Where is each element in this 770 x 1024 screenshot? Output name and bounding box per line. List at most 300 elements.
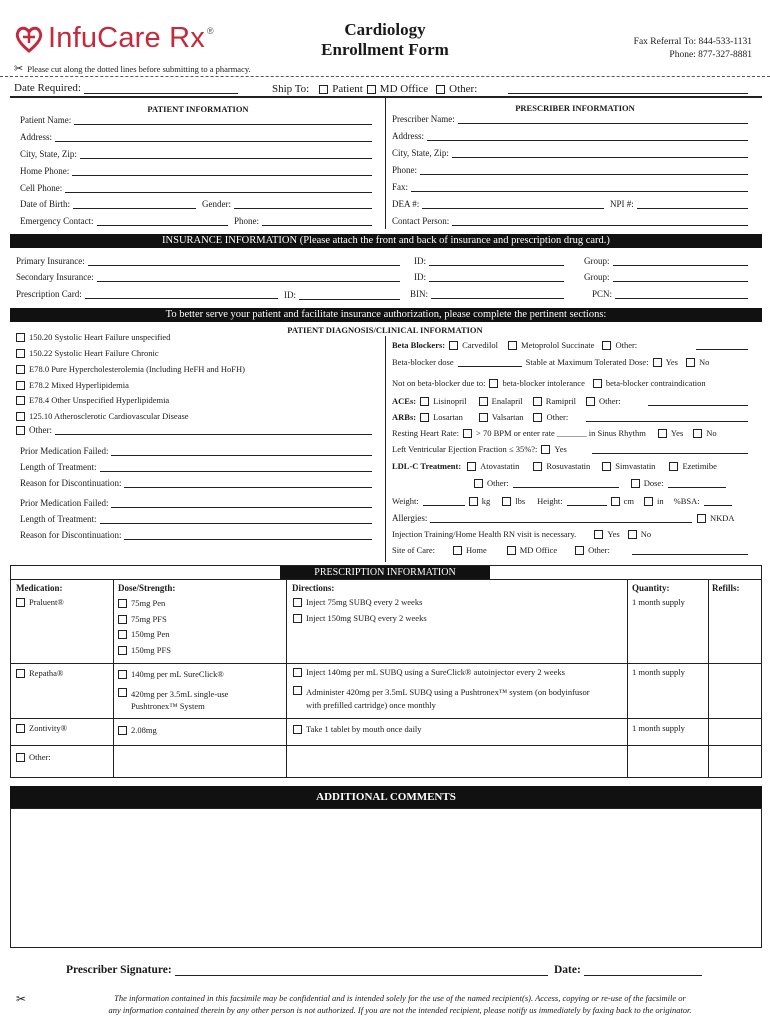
zontivity-quantity: 1 month supply [632,723,685,733]
emergency-field[interactable] [20,216,228,226]
in-checkbox[interactable] [644,497,653,506]
prescriber-fax-label: Fax: [392,182,409,192]
rosuvastatin-checkbox[interactable] [533,462,542,471]
cut-note [14,62,251,75]
npi-line[interactable] [637,199,748,209]
r-dir-1[interactable] [293,667,565,677]
bb-other-line[interactable] [696,349,748,350]
bb-other-checkbox[interactable] [602,341,611,350]
p-dose-3-label: 150mg Pen [131,629,170,639]
site-home-label: Home [465,545,487,555]
dx-label-2: 150.22 Systolic Heart Failure Chronic [29,348,159,358]
reason-line-2[interactable] [124,530,372,540]
secondary-insurance-label: Secondary Insurance: [16,272,94,282]
home-phone-line[interactable] [72,166,372,176]
rx-col-divider-3 [627,579,628,778]
lvef-yes-label: Yes [554,444,567,454]
simvastatin-label: Simvastatin [615,461,656,471]
ship-other-line[interactable] [508,93,748,94]
form-title [300,20,470,60]
bin-field[interactable] [410,289,564,299]
p-dose-2-label: 75mg PFS [131,614,167,624]
date-required-line[interactable] [84,84,238,94]
rx-header-quantity: Quantity: [632,583,670,593]
dx-checkbox-3[interactable] [16,365,25,374]
lbs-checkbox[interactable] [502,497,511,506]
reason-label-1: Reason for Discontinuation: [20,478,122,488]
beta-blockers-label: Beta Blockers: [392,340,446,350]
length-field-1[interactable] [20,462,372,472]
reason-line-1[interactable] [124,478,372,488]
repatha-row[interactable] [16,668,63,678]
prescriber-phone-label: Phone: [392,165,418,175]
hr-yes-checkbox[interactable] [658,429,667,438]
rx-row-divider-1 [10,663,762,664]
resting-hr-label: Resting Heart Rate: [392,428,460,438]
prescriber-city-field[interactable] [392,148,748,158]
repatha-quantity: 1 month supply [632,667,685,677]
cell-phone-field[interactable] [20,183,372,193]
p-dir-2-checkbox[interactable] [293,614,302,623]
bb-dose-label: Beta-blocker dose [392,357,454,367]
valsartan-label: Valsartan [491,412,524,422]
r-dose-2[interactable] [118,688,228,712]
patient-name-field[interactable] [20,115,372,125]
ship-to-label: Ship To: [272,83,310,95]
signature-date-label: Date: [554,964,581,976]
prescriber-name-field[interactable] [392,114,748,124]
allergies-line[interactable] [430,513,692,523]
signature-label: Prescriber Signature: [66,964,172,976]
z-dir-checkbox[interactable] [293,725,302,734]
p-dose-2[interactable] [118,614,167,624]
ldl-other-checkbox[interactable] [474,479,483,488]
ldl-dose-label: Dose: [643,478,664,488]
r-dir-2-line-2: with prefilled cartridge) once monthly [306,700,436,710]
zontivity-label: Zontivity® [29,723,68,733]
dx-code-3[interactable] [16,364,245,374]
arb-other-checkbox[interactable] [533,413,542,422]
lvef-row [392,444,567,454]
ship-to-group [272,83,477,95]
zontivity-checkbox[interactable] [16,724,25,733]
date-required-field[interactable] [14,82,238,94]
lvef-yes-checkbox[interactable] [541,445,550,454]
p-dose-3-checkbox[interactable] [118,630,127,639]
r-dose-2-line-1: 420mg per 3.5mL single-use [131,689,229,699]
site-label: Site of Care: [392,545,435,555]
prescriber-phone-line[interactable] [420,165,748,175]
dx-checkbox-4[interactable] [16,381,25,390]
praluent-label: Praluent® [29,597,64,607]
site-row [392,545,610,555]
p-dir-1[interactable] [293,597,422,607]
brand-logo [14,22,214,55]
ldl-other-label: Other: [487,478,509,488]
diagnosis-heading: PATIENT DIAGNOSIS/CLINICAL INFORMATION [287,325,483,335]
home-phone-field[interactable] [20,166,372,176]
insurance-bar: INSURANCE INFORMATION (Please attach the front and back of insurance and prescription drug card.) [10,234,762,248]
patient-address-line[interactable] [55,132,372,142]
rx-id-field[interactable] [284,290,400,300]
r-dir-2-label [306,686,590,712]
prescriber-fax-line[interactable] [411,182,748,192]
patient-address-label: Address: [20,132,52,142]
dx-code-6[interactable] [16,411,189,421]
rx-other-row[interactable] [16,752,51,762]
losartan-label: Losartan [433,412,463,422]
length-label-2: Length of Treatment: [20,514,97,524]
p-dose-1-checkbox[interactable] [118,599,127,608]
pcn-label: PCN: [592,289,613,299]
bin-label: BIN: [410,289,428,299]
patient-address-field[interactable] [20,132,372,142]
rx-row-divider-2 [10,718,762,719]
home-phone-label: Home Phone: [20,166,70,176]
p-dir-1-checkbox[interactable] [293,598,302,607]
site-md-checkbox[interactable] [507,546,516,555]
z-dose-label: 2.08mg [131,725,157,735]
dx-checkbox-5[interactable] [16,396,25,405]
emergency-phone-label: Phone: [234,216,260,226]
footer-line-2: any information contained therein by any other person is not authorized. If you are not the intended recipient, please notify us immediately by faxing back to the originator. [108,1005,692,1015]
ship-md-checkbox[interactable] [367,85,376,94]
ramipril-label: Ramipril [545,396,577,406]
signature-date-field[interactable] [554,964,702,976]
stable-yes-checkbox[interactable] [653,358,662,367]
dx-code-2[interactable] [16,348,159,358]
metoprolol-checkbox[interactable] [508,341,517,350]
r-dir-2-line-1: Administer 420mg per 3.5mL SUBQ using a Pushtronex™ system (on bodyinfusor [306,687,590,697]
scissors-icon: ✂ [16,992,27,1006]
emergency-phone-line[interactable] [262,216,372,226]
injection-no-checkbox[interactable] [628,530,637,539]
in-label: in [657,496,664,506]
dx-label-3: E78.0 Pure Hypercholesterolemia (Including HeFH and HoFH) [29,364,245,374]
prior-med-line-2[interactable] [111,498,372,508]
rx-id-line[interactable] [299,290,400,300]
lvef-label: Left Ventricular Ejection Fraction ≤ 35%?: [392,444,538,454]
signature-date-line[interactable] [584,964,702,976]
kg-checkbox[interactable] [469,497,478,506]
prescriber-address-line[interactable] [427,131,748,141]
rx-card-field[interactable] [16,289,278,299]
cut-line [0,76,770,77]
contact-person-line[interactable] [452,216,748,226]
footer-line-1: The information contained in this facsimile may be confidential and is intended solely for the use of the named recipient(s). Access, copying or re-use of the facsimile or [114,993,686,1003]
cell-phone-line[interactable] [65,183,372,193]
stable-yes-label: Yes [665,357,678,367]
p-dose-1-label: 75mg Pen [131,598,166,608]
p-dose-4[interactable] [118,645,171,655]
brand-name: InfuCare Rx [48,22,205,54]
simvastatin-checkbox[interactable] [602,462,611,471]
ramipril-checkbox[interactable] [533,397,542,406]
dx-label-other: Other: [29,425,52,435]
ship-patient-checkbox[interactable] [319,85,328,94]
signature-line[interactable] [175,964,548,976]
gender-field[interactable] [202,199,372,209]
patient-city-line[interactable] [80,149,372,159]
dx-code-4[interactable] [16,380,129,390]
length-line-2[interactable] [100,514,373,524]
r-dir-2-checkbox[interactable] [293,686,302,695]
p-dir-2[interactable] [293,613,427,623]
r-dose-1-label: 140mg per mL SureClick® [131,669,224,679]
prescriber-city-line[interactable] [452,148,748,158]
dob-label: Date of Birth: [20,199,70,209]
site-other-line[interactable] [632,554,748,555]
emergency-label: Emergency Contact: [20,216,94,226]
height-label: Height: [537,496,563,506]
repatha-label: Repatha® [29,668,64,678]
nkda-checkbox[interactable] [697,514,706,523]
comments-box[interactable] [10,808,762,948]
site-md-label: MD Office [519,545,558,555]
dx-other-line[interactable] [55,425,372,435]
primary-id-field[interactable] [414,256,564,266]
nkda-row [697,513,735,523]
aces-row [392,396,621,406]
praluent-quantity: 1 month supply [632,597,685,607]
r-dir-1-checkbox[interactable] [293,668,302,677]
metoprolol-label: Metoprolol Succinate [521,340,595,350]
p-dose-2-checkbox[interactable] [118,615,127,624]
r-dose-1-checkbox[interactable] [118,670,127,679]
ldl-dose-checkbox[interactable] [631,479,640,488]
bb-intolerance-checkbox[interactable] [489,379,498,388]
valsartan-checkbox[interactable] [479,413,488,422]
zontivity-row[interactable] [16,723,67,733]
reason-field-2[interactable] [20,530,372,540]
height-line[interactable] [567,496,607,506]
reason-label-2: Reason for Discontinuation: [20,530,122,540]
length-line-1[interactable] [100,462,373,472]
hr-option-label: > 70 BPM or enter rate _______ in Sinus Rhythm [476,428,646,438]
lisinopril-checkbox[interactable] [420,397,429,406]
patient-city-field[interactable] [20,149,372,159]
injection-no-label: No [640,529,652,539]
praluent-checkbox[interactable] [16,598,25,607]
primary-id-line[interactable] [429,256,564,266]
ship-other-checkbox[interactable] [436,85,445,94]
secondary-id-field[interactable] [414,272,564,282]
r-dose-2-line-2: Pushtronex™ System [131,701,205,711]
primary-group-field[interactable] [584,256,748,266]
prior-med-field-1[interactable] [20,446,372,456]
allergies-field[interactable] [392,513,692,523]
prescriber-name-line[interactable] [458,114,748,124]
dx-other-field[interactable] [16,425,372,435]
patient-info-heading: PATIENT INFORMATION [147,104,249,114]
prior-med-label-1: Prior Medication Failed: [20,446,109,456]
ace-other-line[interactable] [648,405,748,406]
dx-code-5[interactable] [16,395,169,405]
signature-field[interactable] [66,964,548,976]
comments-bar: ADDITIONAL COMMENTS [10,786,762,808]
length-field-2[interactable] [20,514,372,524]
prior-med-label-2: Prior Medication Failed: [20,498,109,508]
repatha-checkbox[interactable] [16,669,25,678]
stable-no-checkbox[interactable] [686,358,695,367]
weight-label: Weight: [392,496,419,506]
divider-vertical-2 [385,336,386,562]
hr-checkbox[interactable] [463,429,472,438]
patient-name-line[interactable] [74,115,372,125]
cell-phone-label: Cell Phone: [20,183,63,193]
hr-yes-label: Yes [670,428,684,438]
rx-id-label: ID: [284,290,296,300]
dx-code-1[interactable] [16,332,170,342]
arb-other-line[interactable] [586,421,748,422]
secondary-insurance-field[interactable] [16,272,400,282]
arb-other-label: Other: [546,412,569,422]
bb-dose-line[interactable] [458,357,522,367]
ldl-row [392,461,717,471]
fax-referral: Fax Referral To: 844-533-1131 [633,37,752,47]
dx-checkbox-1[interactable] [16,333,25,342]
prescriber-city-label: City, State, Zip: [392,148,449,158]
p-dir-1-label: Inject 75mg SUBQ every 2 weeks [306,597,423,607]
praluent-row[interactable] [16,597,64,607]
rx-card-label: Prescription Card: [16,289,82,299]
prescriber-address-label: Address: [392,131,424,141]
prior-med-field-2[interactable] [20,498,372,508]
site-other-checkbox[interactable] [575,546,584,555]
dx-label-4: E78.2 Mixed Hyperlipidemia [29,380,129,390]
injection-yes-checkbox[interactable] [594,530,603,539]
z-dose[interactable] [118,725,157,735]
prior-med-line-1[interactable] [111,446,372,456]
cm-checkbox[interactable] [611,497,620,506]
rx-row-divider-3 [10,745,762,746]
bb-contra-checkbox[interactable] [593,379,602,388]
pcn-line[interactable] [615,289,748,299]
dx-label-6: 125.10 Atherosclerotic Cardiovascular Disease [29,411,189,421]
emergency-line[interactable] [97,216,228,226]
bsa-label: %BSA: [673,496,700,506]
prescription-bar: PRESCRIPTION INFORMATION [280,566,490,579]
lbs-label: lbs [515,496,526,506]
z-dose-checkbox[interactable] [118,726,127,735]
dx-label-5: E78.4 Other Unspecified Hyperlipidemia [29,395,170,405]
enalapril-label: Enalapril [491,396,523,406]
kg-label: kg [481,496,491,506]
ezetimibe-checkbox[interactable] [669,462,678,471]
secondary-group-line[interactable] [613,272,749,282]
beta-blockers-row [392,340,637,350]
fax-info [634,36,752,62]
carvedilol-checkbox[interactable] [449,341,458,350]
weight-row [392,496,732,506]
secondary-insurance-line[interactable] [97,272,400,282]
ship-other-label: Other: [449,83,478,95]
p-dose-1[interactable] [118,598,165,608]
ldl-other-line[interactable] [513,478,619,488]
rx-card-line[interactable] [85,289,278,299]
authorization-bar: To better serve your patient and facilitate insurance authorization, please complete the pertinent sections: [10,308,762,322]
site-home-checkbox[interactable] [453,546,462,555]
gender-line[interactable] [234,199,372,209]
prescriber-address-field[interactable] [392,131,748,141]
ship-md-label: MD Office [379,83,429,95]
hr-no-checkbox[interactable] [693,429,702,438]
prescriber-info-heading: PRESCRIBER INFORMATION [515,103,635,113]
dx-checkbox-2[interactable] [16,349,25,358]
secondary-id-line[interactable] [429,272,564,282]
prescriber-fax-field[interactable] [392,182,748,192]
arbs-row [392,412,568,422]
atorvastatin-label: Atovastatin [480,461,520,471]
z-dir[interactable] [293,724,422,734]
bsa-line[interactable] [704,496,732,506]
dx-checkbox-6[interactable] [16,412,25,421]
cm-label: cm [623,496,635,506]
bin-line[interactable] [431,289,564,299]
bb-other-label: Other: [615,340,638,350]
title-line-2: Enrollment Form [321,40,449,59]
r-dose-2-checkbox[interactable] [118,688,127,697]
emergency-phone-field[interactable] [234,216,372,226]
dob-line[interactable] [73,199,196,209]
dx-checkbox-other[interactable] [16,426,25,435]
dob-field[interactable] [20,199,196,209]
losartan-checkbox[interactable] [420,413,429,422]
primary-group-line[interactable] [613,256,749,266]
injection-yes-label: Yes [607,529,620,539]
ship-patient-label: Patient [332,83,363,95]
dea-field[interactable] [392,199,604,209]
r-dose-1[interactable] [118,669,224,679]
resting-hr-row [392,428,717,438]
primary-insurance-field[interactable] [16,256,400,266]
carvedilol-label: Carvedilol [462,340,499,350]
dea-label: DEA #: [392,199,420,209]
p-dir-2-label: Inject 150mg SUBQ every 2 weeks [306,613,427,623]
primary-insurance-line[interactable] [88,256,400,266]
prescriber-phone-field[interactable] [392,165,748,175]
scissors-icon: ✂ [14,63,24,75]
npi-field[interactable] [610,199,748,209]
secondary-group-field[interactable] [584,272,748,282]
bb-contra-label: beta-blocker contraindication [605,378,706,388]
rx-col-divider-4 [708,579,709,778]
registered-mark: ® [206,26,214,36]
lvef-line[interactable] [592,453,748,454]
date-required-label: Date Required: [14,82,81,94]
ldl-dose-line[interactable] [668,478,726,488]
dea-line[interactable] [422,199,604,209]
r-dir-2[interactable] [293,686,590,712]
secondary-id-label: ID: [414,272,426,282]
r-dir-1-label: Inject 140mg per mL SUBQ using a SureClick® autoinjector every 2 weeks [306,667,565,677]
npi-label: NPI #: [610,199,634,209]
enalapril-checkbox[interactable] [479,397,488,406]
weight-line[interactable] [423,496,465,506]
dx-label-1: 150.20 Systolic Heart Failure unspecified [29,332,171,342]
rx-other-checkbox[interactable] [16,753,25,762]
rx-header-dose: Dose/Strength: [118,583,176,593]
p-dose-4-checkbox[interactable] [118,646,127,655]
length-label-1: Length of Treatment: [20,462,97,472]
atorvastatin-checkbox[interactable] [467,462,476,471]
contact-person-field[interactable] [392,216,748,226]
pcn-field[interactable] [592,289,748,299]
ace-other-checkbox[interactable] [586,397,595,406]
reason-field-1[interactable] [20,478,372,488]
bb-dose-row [392,357,709,367]
p-dose-3[interactable] [118,629,170,639]
